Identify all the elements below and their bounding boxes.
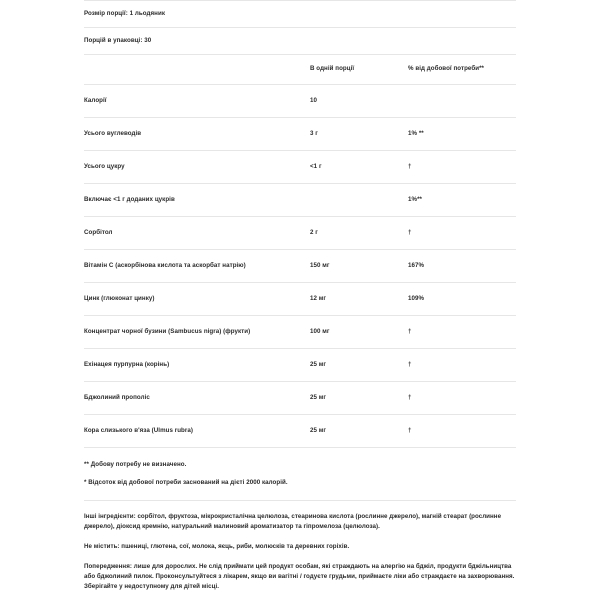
nutrient-daily-value: † [408, 162, 412, 170]
nutrient-amount: 25 мг [310, 426, 327, 434]
nutrient-daily-value: † [408, 393, 412, 401]
nutrient-name: Вітамін С (аскорбінова кислота та аскорбат натрію) [84, 261, 246, 269]
nutrient-name: Концентрат чорної бузини (Sambucus nigra) (фрукти) [84, 327, 251, 335]
nutrient-amount: 2 г [310, 228, 318, 236]
nutrient-name: Усього цукру [84, 162, 125, 170]
nutrient-amount: 150 мг [310, 261, 330, 269]
nutrient-name: Усього вуглеводів [84, 129, 142, 137]
table-row [84, 282, 516, 315]
nutrient-name: Бджолиний прополіс [84, 393, 150, 401]
servings-per-container-label: Порцій в упаковці: 30 [84, 36, 152, 44]
nutrient-name: Кора слизького в'яза (Ulmus rubra) [84, 426, 193, 434]
nutrient-amount: <1 г [310, 162, 322, 170]
nutrient-amount: 10 [310, 96, 318, 104]
nutrient-daily-value: 1%** [408, 195, 422, 203]
serving-size-row [84, 0, 516, 27]
table-row [84, 348, 516, 381]
nutrient-amount: 25 мг [310, 360, 327, 368]
nutrient-name: Цинк (глюконат цинку) [84, 294, 155, 302]
table-row [84, 84, 516, 117]
nutrient-daily-value: † [408, 327, 412, 335]
footnotes-section [84, 447, 516, 500]
table-header-row [84, 54, 516, 84]
servings-per-container-row [84, 27, 516, 54]
notes-section [84, 500, 516, 592]
nutrient-amount: 25 мг [310, 393, 327, 401]
allergen-free-text: Не містить: пшениці, глютена, сої, молока, яєць, риби, молюсків та деревних горіхів. [84, 542, 350, 550]
nutrient-daily-value: † [408, 360, 412, 368]
table-row [84, 183, 516, 216]
table-row [84, 414, 516, 447]
table-row [84, 381, 516, 414]
table-row [84, 249, 516, 282]
nutrient-amount: 3 г [310, 129, 318, 137]
table-row [84, 216, 516, 249]
nutrient-amount: 12 мг [310, 294, 327, 302]
nutrient-name: Калорії [84, 96, 107, 104]
nutrient-daily-value: 109% [408, 294, 425, 302]
nutrient-name: Включає <1 г доданих цукрів [84, 195, 175, 203]
nutrient-amount: 100 мг [310, 327, 330, 335]
table-row [84, 117, 516, 150]
table-row [84, 150, 516, 183]
table-row [84, 315, 516, 348]
serving-size-label: Розмір порції: 1 льодяник [84, 9, 165, 17]
nutrient-daily-value: † [408, 426, 412, 434]
footnote-daily-value-not-established: ** Добову потребу не визначено. [84, 461, 187, 468]
other-ingredients-text: Інші інгредієнти: сорбітол, фруктоза, мікрокристалічна целюлоза, стеаринова кислота (рослинне джерело), магній стеарат (рослинне джерело), діоксид кремнію, натуральний малиновий ароматизатор та гіпромелоза (целюлоза). [84, 512, 502, 530]
nutrient-name: Ехінацея пурпурна (корінь) [84, 360, 170, 368]
nutrient-name: Сорбітол [84, 228, 113, 236]
footnote-percent-daily-value-basis: * Відсоток від добової потреби заснований на дієті 2000 калорій. [84, 479, 288, 487]
nutrient-daily-value: 1% ** [408, 129, 424, 137]
nutrient-daily-value: 167% [408, 261, 425, 269]
column-header-amount-per-serving: В одній порції [310, 65, 355, 73]
nutrient-daily-value: † [408, 228, 412, 236]
column-header-daily-value: % від добової потреби** [408, 65, 485, 73]
warning-text: Попередження: лише для дорослих. Не слід приймати цей продукт особам, які страждають на алергію на бджіл, продукти бджільництва або бджолиний пилок. Проконсультуйтеся з лікарем, якщо ви вагітні / годуєте грудьми, приймаєте ліки або страждаєте на захворювання. Зберігайте у недоступному для дітей місці. [84, 562, 515, 590]
